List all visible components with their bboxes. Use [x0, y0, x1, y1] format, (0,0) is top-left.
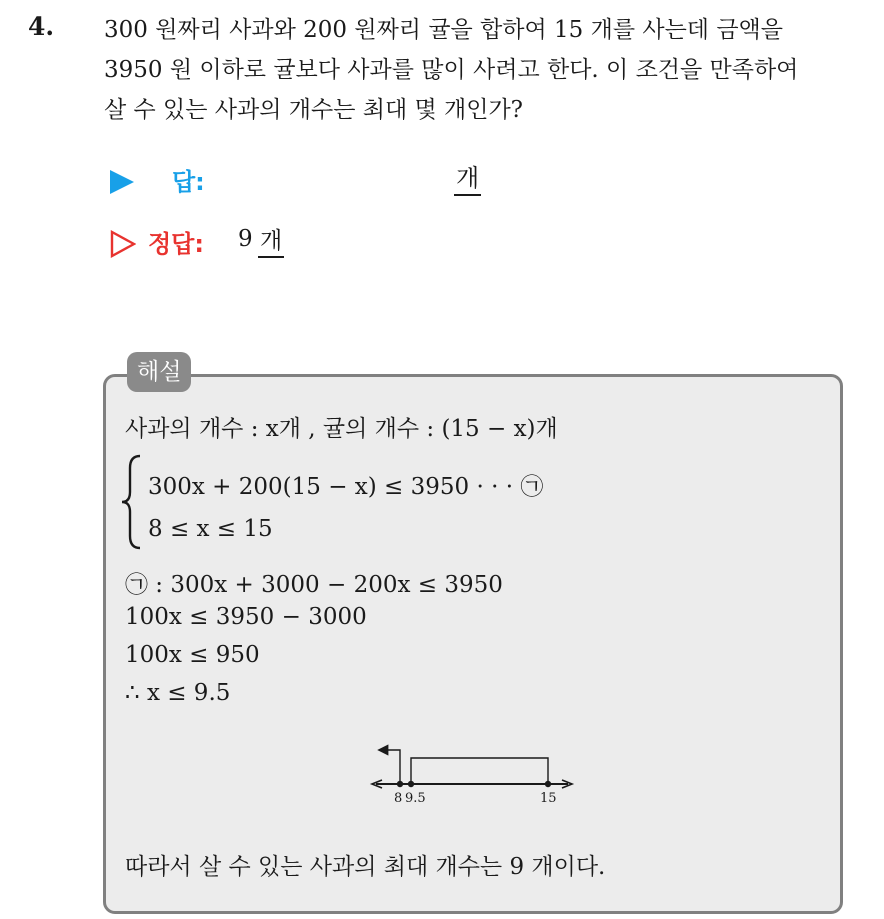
point-9-5	[397, 781, 403, 787]
solution-variables: 사과의 개수 : x개 , 귤의 개수 : (15 − x)개	[125, 416, 558, 442]
question-line: 3950 원 이하로 귤보다 사과를 많이 사려고 한다. 이 조건을 만족하여	[104, 57, 799, 83]
outline-arrow-icon	[110, 230, 136, 258]
range-x-le-9-5	[380, 750, 400, 784]
solution-step-3: 100x ≤ 950	[125, 642, 260, 668]
tick-15: 15	[540, 791, 557, 806]
solution-tag: 해설	[127, 352, 191, 392]
point-15	[545, 781, 551, 787]
system-equation-2: 8 ≤ x ≤ 15	[148, 516, 273, 542]
answer-blank[interactable]: 개	[454, 162, 481, 196]
question-line: 살 수 있는 사과의 개수는 최대 몇 개인가?	[104, 97, 523, 123]
correct-answer-value: 9	[238, 226, 253, 252]
play-arrow-icon	[110, 170, 134, 194]
solution-step-2: 100x ≤ 3950 − 3000	[125, 604, 367, 630]
correct-answer-unit: 개	[258, 226, 284, 258]
tick-9-5: 9.5	[405, 791, 426, 806]
solution-step-4: ∴ x ≤ 9.5	[125, 680, 231, 706]
system-brace	[118, 454, 144, 550]
answer-label: 답:	[172, 168, 205, 196]
solution-step-1: ㉠ : 300x + 3000 − 200x ≤ 3950	[125, 572, 503, 598]
tick-8: 8	[394, 791, 403, 806]
correct-answer-label: 정답:	[148, 230, 204, 258]
question-text	[104, 10, 872, 130]
correct-answer-row	[110, 224, 530, 264]
answer-row	[110, 162, 530, 202]
question-line: 300 원짜리 사과와 200 원짜리 귤을 합하여 15 개를 사는데 금액을	[104, 17, 783, 43]
solution-conclusion: 따라서 살 수 있는 사과의 최대 개수는 9 개이다.	[125, 854, 606, 880]
question-number: 4.	[28, 12, 55, 41]
point-8	[408, 781, 414, 787]
range-8-to-15	[411, 758, 548, 784]
number-line	[368, 740, 578, 810]
system-equation-1: 300x + 200(15 − x) ≤ 3950 · · · ㉠	[148, 474, 544, 500]
